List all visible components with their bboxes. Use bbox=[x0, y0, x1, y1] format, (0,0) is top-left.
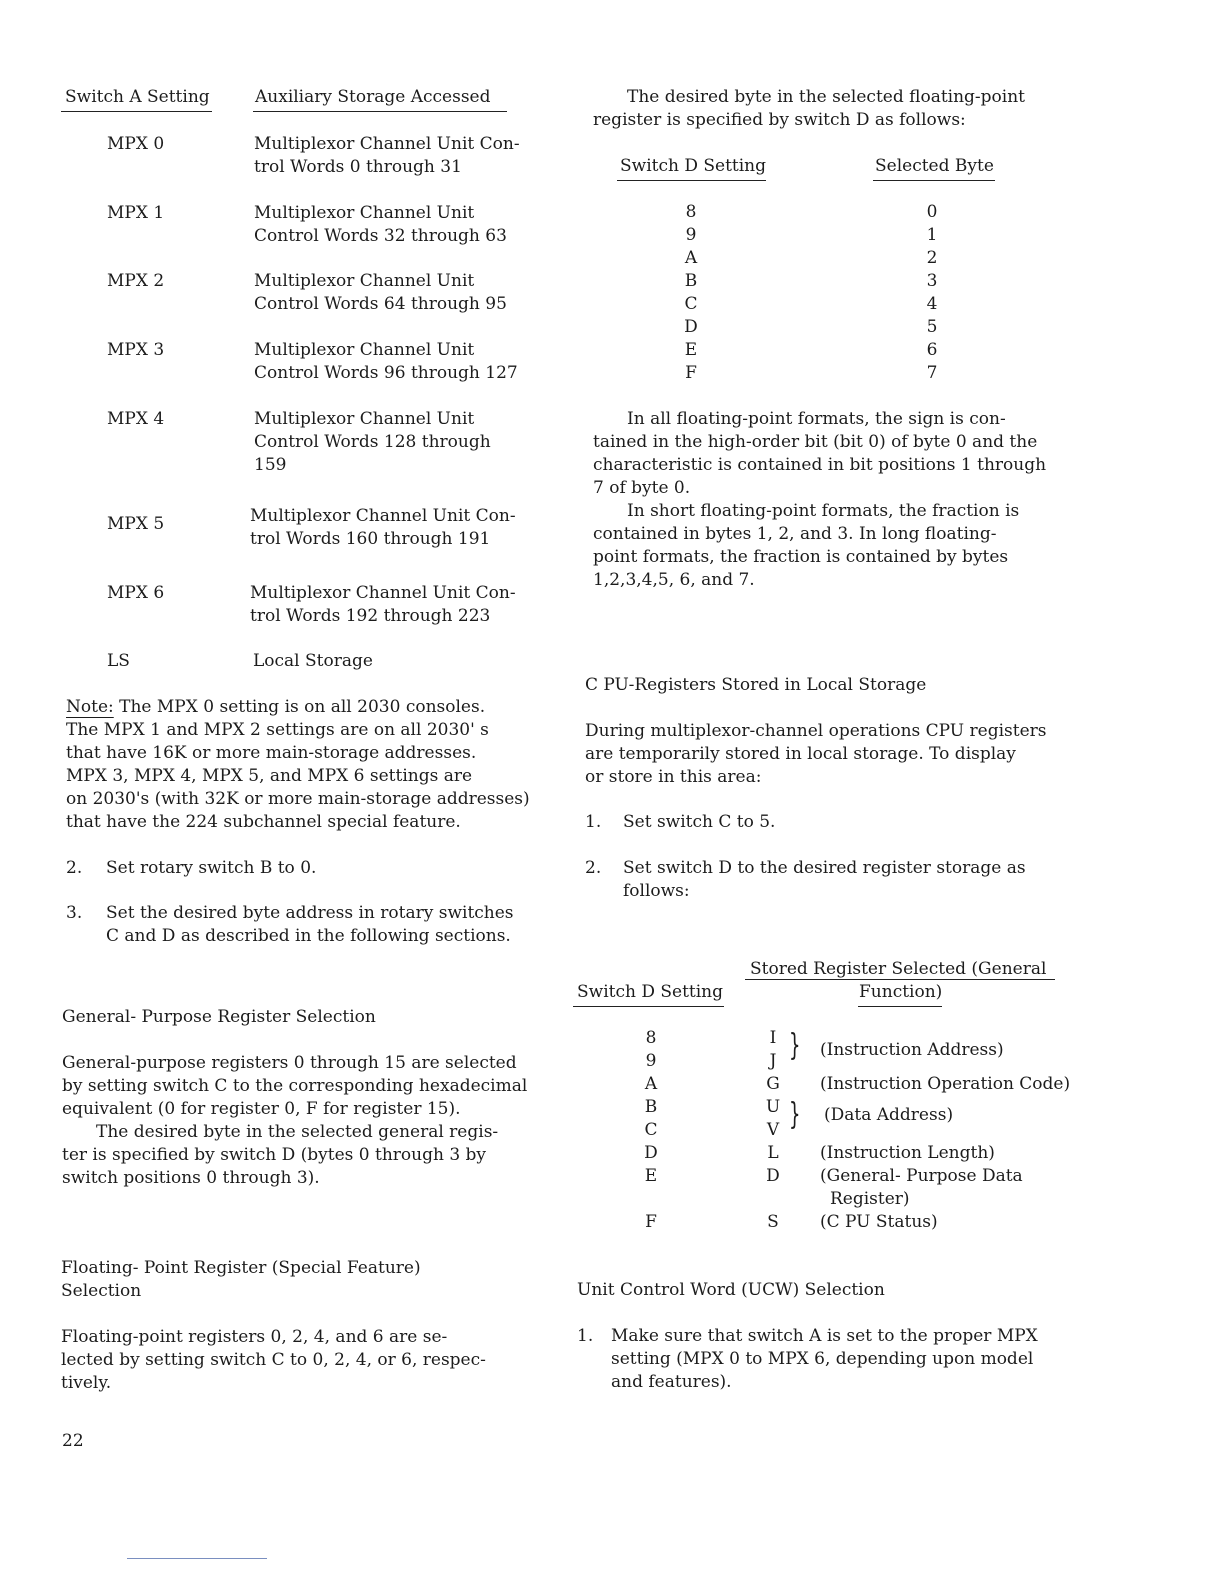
func-instruction-length: (Instruction Length) bbox=[820, 1143, 995, 1163]
byte-intro: The desired byte in the selected floating-point register is specified by switch D as follows: bbox=[593, 87, 1026, 130]
table-row: 4 bbox=[926, 294, 938, 314]
table-row: 1 bbox=[926, 225, 938, 245]
section-heading-gp: General- Purpose Register Selection bbox=[62, 1007, 376, 1027]
table-row: E bbox=[644, 1166, 658, 1186]
note-label: Note: bbox=[66, 697, 114, 717]
step-text: Set the desired byte address in rotary switches C and D as described in the following sections. bbox=[106, 903, 514, 946]
scan-edge-line bbox=[127, 1558, 267, 1559]
note-block: Note: The MPX 0 setting is on all 2030 consoles. The MPX 1 and MPX 2 settings are on all 2030' s that have 16K or more main-storage addresses. MPX 3, MPX 4, MPX 5, and MPX 6 settings are on 2030's (with 32K or more main-storage addresses) that have the 224 subchannel special feature. bbox=[66, 697, 530, 832]
aux-storage-desc: Multiplexor Channel Unit Control Words 64 through 95 bbox=[254, 271, 507, 314]
step-text: Set switch C to 5. bbox=[623, 812, 776, 832]
step-text: Set switch D to the desired register storage as follows: bbox=[623, 858, 1026, 901]
aux-storage-desc: Local Storage bbox=[253, 651, 373, 671]
table-row: G bbox=[766, 1074, 780, 1094]
switch-d-values bbox=[680, 201, 702, 385]
section-heading-cpu: C PU-Registers Stored in Local Storage bbox=[585, 675, 927, 695]
aux-storage-header: Auxiliary Storage Accessed bbox=[253, 86, 507, 112]
header-rule bbox=[745, 979, 1055, 980]
table-row: 8 bbox=[645, 1028, 657, 1048]
func-gp-data: (General- Purpose Data Register) bbox=[820, 1166, 1023, 1209]
table-row: B bbox=[684, 271, 698, 291]
table-row: B bbox=[644, 1097, 658, 1117]
reg-letters bbox=[762, 1027, 784, 1234]
table-row: 0 bbox=[926, 202, 938, 222]
section-heading-ucw: Unit Control Word (UCW) Selection bbox=[577, 1280, 885, 1300]
reg-switch-d-header: Switch D Setting bbox=[573, 981, 724, 1007]
func-op-code: (Instruction Operation Code) bbox=[820, 1074, 1071, 1094]
page-number: 22 bbox=[62, 1431, 84, 1451]
table-row: 9 bbox=[685, 225, 697, 245]
switch-d-header: Switch D Setting bbox=[617, 155, 766, 181]
brace-ij: } bbox=[789, 1028, 801, 1063]
step-number: 3. bbox=[66, 903, 83, 923]
reg-d-values bbox=[640, 1027, 662, 1234]
table-row: S bbox=[767, 1212, 779, 1232]
aux-storage-desc: Multiplexor Channel Unit Control Words 32 through 63 bbox=[254, 203, 507, 246]
table-row: E bbox=[684, 340, 698, 360]
fp-paragraph: Floating-point registers 0, 2, 4, and 6 are se- lected by setting switch C to 0, 2, 4, or 6, respec- tively. bbox=[61, 1327, 486, 1393]
aux-storage-desc: Multiplexor Channel Unit Con- trol Words 192 through 223 bbox=[250, 583, 516, 626]
stored-register-header-line2: Function) bbox=[858, 981, 942, 1007]
aux-storage-desc: Multiplexor Channel Unit Con- trol Words 0 through 31 bbox=[254, 134, 520, 177]
table-row: D bbox=[766, 1166, 780, 1186]
func-data-address: (Data Address) bbox=[824, 1105, 954, 1125]
switch-a-header: Switch A Setting bbox=[61, 86, 212, 112]
step-text: Set rotary switch B to 0. bbox=[106, 858, 317, 878]
fp-format-paragraph: In all floating-point formats, the sign is con- tained in the high-order bit (bit 0) of byte 0 and the characteristic is contained in bit positions 1 through 7 of byte 0. In short floating-point formats, the fraction is contained in bytes 1, 2, and 3. In long floating- point formats, the fraction is contained by bytes 1,2,3,4,5, 6, and 7. bbox=[593, 409, 1047, 590]
table-row: A bbox=[644, 1074, 658, 1094]
table-row: 6 bbox=[926, 340, 938, 360]
step-number: 2. bbox=[585, 858, 602, 878]
aux-storage-desc: Multiplexor Channel Unit Control Words 96 through 127 bbox=[254, 340, 518, 383]
func-instruction-address: (Instruction Address) bbox=[820, 1040, 1004, 1060]
table-row: J bbox=[769, 1051, 777, 1071]
table-row: 2 bbox=[926, 248, 938, 268]
table-row: D bbox=[644, 1143, 658, 1163]
func-cpu-status: (C PU Status) bbox=[820, 1212, 938, 1232]
table-row: I bbox=[769, 1028, 777, 1048]
table-row: 5 bbox=[926, 317, 938, 337]
cpu-paragraph: During multiplexor-channel operations CPU registers are temporarily stored in local storage. To display or store in this area: bbox=[585, 721, 1047, 787]
step-number: 1. bbox=[585, 812, 602, 832]
switch-a-setting: MPX 0 bbox=[107, 134, 165, 154]
gp-paragraph: General-purpose registers 0 through 15 are selected by setting switch C to the corresponding hexadecimal equivalent (0 for register 0, F for register 15). The desired byte in the selected general regis- ter is specified by switch D (bytes 0 through 3 by switch positions 0 through 3). bbox=[62, 1053, 528, 1188]
table-row: A bbox=[684, 248, 698, 268]
switch-a-setting: MPX 2 bbox=[107, 271, 165, 291]
table-row: V bbox=[766, 1120, 780, 1140]
table-row: U bbox=[765, 1097, 781, 1117]
stored-register-header-line1: Stored Register Selected (General bbox=[750, 959, 1047, 979]
table-row: 3 bbox=[926, 271, 938, 291]
table-row: 7 bbox=[926, 363, 938, 383]
selected-byte-header: Selected Byte bbox=[873, 155, 995, 181]
step-text: Make sure that switch A is set to the proper MPX setting (MPX 0 to MPX 6, depending upon model and features). bbox=[611, 1326, 1038, 1392]
brace-uv: } bbox=[789, 1097, 801, 1132]
table-row: F bbox=[685, 363, 697, 383]
switch-a-setting: MPX 6 bbox=[107, 583, 165, 603]
table-row: C bbox=[684, 294, 698, 314]
switch-a-setting: MPX 3 bbox=[107, 340, 165, 360]
selected-byte-values bbox=[921, 201, 943, 385]
table-row: F bbox=[645, 1212, 657, 1232]
step-number: 2. bbox=[66, 858, 83, 878]
switch-a-setting: MPX 5 bbox=[107, 514, 165, 534]
switch-a-setting: MPX 1 bbox=[107, 203, 165, 223]
table-row: L bbox=[767, 1143, 779, 1163]
aux-storage-desc: Multiplexor Channel Unit Control Words 128 through 159 bbox=[254, 409, 491, 475]
aux-storage-desc: Multiplexor Channel Unit Con- trol Words 160 through 191 bbox=[250, 506, 516, 549]
table-row: 8 bbox=[685, 202, 697, 222]
table-row: 9 bbox=[645, 1051, 657, 1071]
table-row: C bbox=[644, 1120, 658, 1140]
switch-a-setting: LS bbox=[107, 651, 130, 671]
section-heading-fp: Floating- Point Register (Special Feature) Selection bbox=[61, 1258, 421, 1301]
step-number: 1. bbox=[577, 1326, 594, 1346]
table-row: D bbox=[684, 317, 698, 337]
switch-a-setting: MPX 4 bbox=[107, 409, 165, 429]
